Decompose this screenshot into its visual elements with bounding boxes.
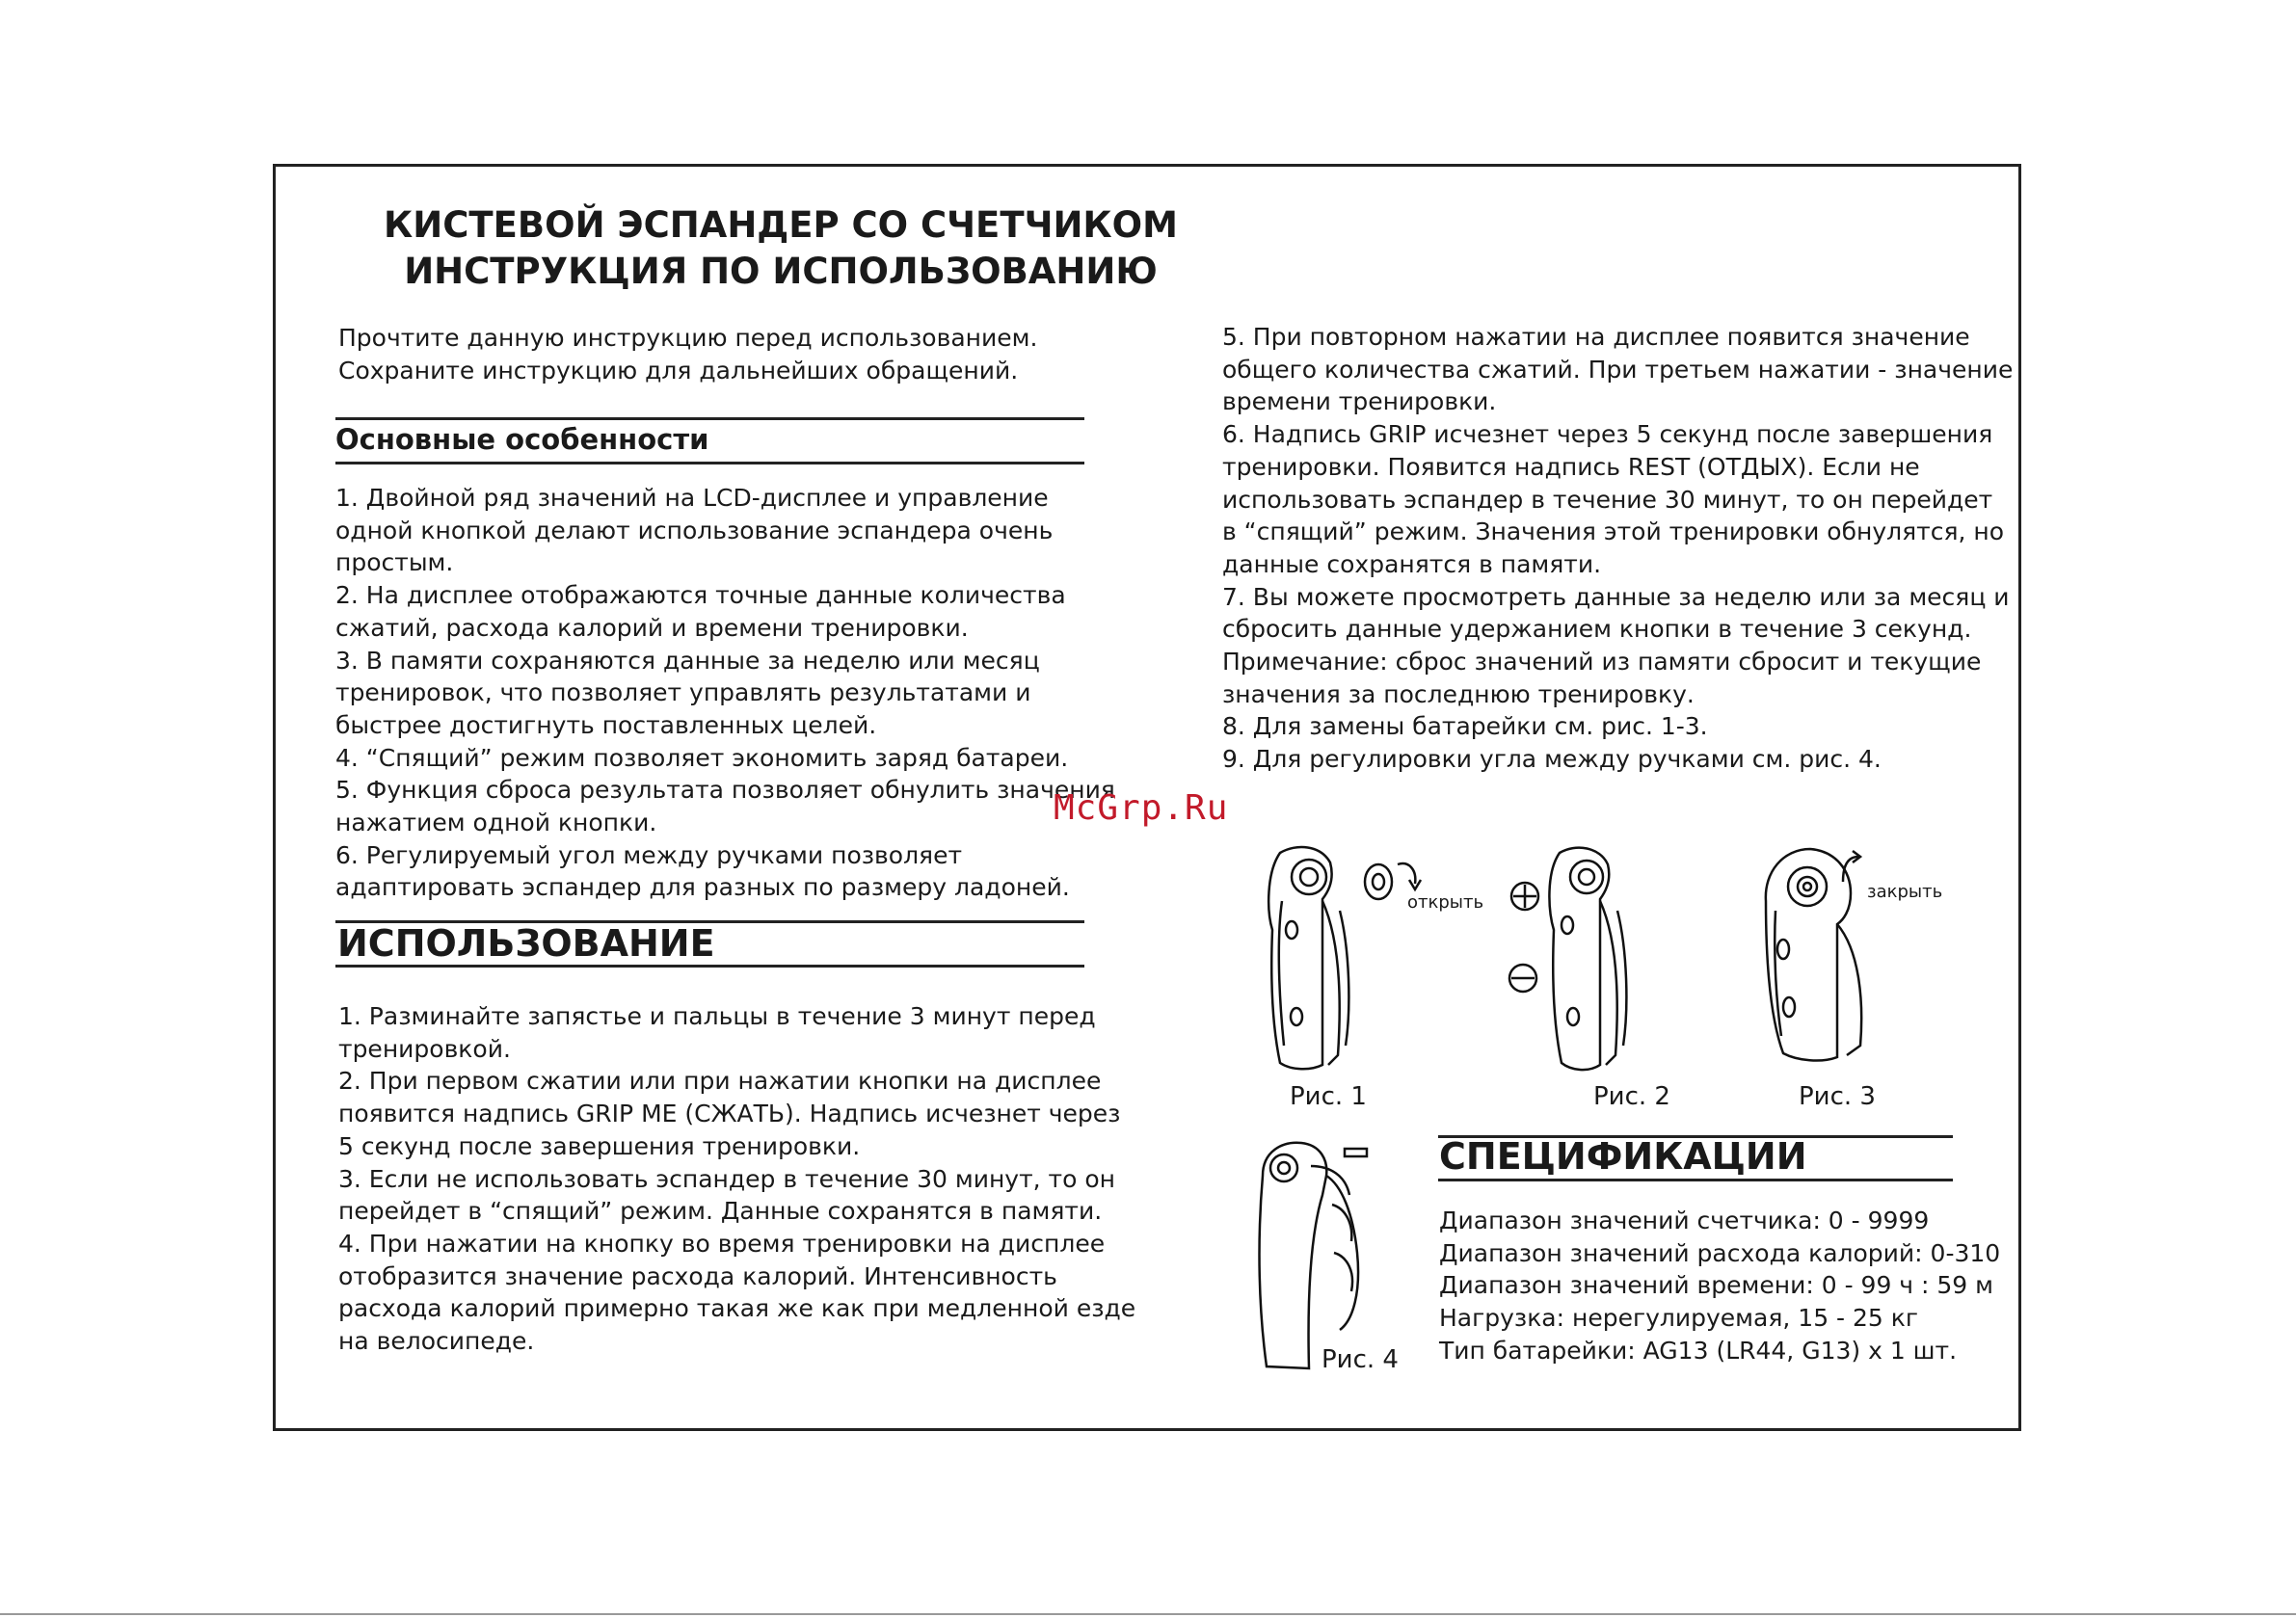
figure-3-caption: Рис. 3: [1799, 1082, 1876, 1111]
figure-1-drawing: [1253, 843, 1504, 1074]
features-rule-bottom: [335, 462, 1084, 464]
features-text: 1. Двойной ряд значений на LCD-дисплее и управление одной кнопкой делают использование эспандера очень простым. 2. На дисплее отображаются точные данные количества сжатий, расхода калорий и времени тренировки. 3. В памяти сохраняются данные за неделю или месяц тренировок, что позволяет управлять результатами и быстрее достигнуть поставленных целей. 4. “Спящий” режим позволяет экономить заряд батареи. 5. Функция сброса результата позволяет обнулить значения нажатием одной кнопки. 6. Регулируемый угол между ручками позволяет адаптировать эспандер для разных по размеру ладоней.: [335, 484, 1115, 902]
figure-2-drawing: [1504, 843, 1668, 1074]
features-rule-top: [335, 417, 1084, 420]
usage-continued-text: 5. При повторном нажатии на дисплее появится значение общего количества сжатий. При третьем нажатии - значение времени тренировки. 6. Надпись GRIP исчезнет через 5 секунд после завершения тренировки. Появится надпись REST (ОТДЫХ). Если не использовать эспандер в течение 30 минут, то он перейдет в “спящий” режим. Значения этой тренировки обнулятся, но данные сохранятся в памяти. 7. Вы можете просмотреть данные за неделю или за месяц и сбросить данные удержанием кнопки в течение 3 секунд. Примечание: сброс значений из памяти сбросит и текущие значения за последнюю тренировку. 8. Для замены батарейки см. рис. 1-3. 9. Для регулировки угла между ручками см. рис. 4.: [1222, 323, 2014, 774]
page-bottom-edge: [0, 1613, 2296, 1615]
intro-text: Прочтите данную инструкцию перед использованием. Сохраните инструкцию для дальнейших обращений.: [338, 324, 1038, 385]
figure-1-caption: Рис. 1: [1290, 1082, 1367, 1111]
figure-1-label: открыть: [1407, 892, 1484, 913]
usage-text: 1. Разминайте запястье и пальцы в течение 3 минут перед тренировкой. 2. При первом сжатии или при нажатии кнопки на дисплее появится надпись GRIP ME (СЖАТЬ). Надпись исчезнет через 5 секунд после завершения тренировки. 3. Если не использовать эспандер в течение 30 минут, то он перейдет в “спящий” режим. Данные сохранятся в памяти. 4. При нажатии на кнопку во время тренировки на дисплее отобразится значение расхода калорий. Интенсивность расхода калорий примерно такая же как при медленной езде на велосипеде.: [338, 1002, 1136, 1356]
watermark: McGrp.Ru: [1054, 788, 1229, 828]
specs-rule-bottom: [1438, 1179, 1953, 1181]
specs-text: Диапазон значений счетчика: 0 - 9999 Диапазон значений расхода калорий: 0-310 Диапазон значений времени: 0 - 99 ч : 59 м Нагрузка: нерегулируемая, 15 - 25 кг Тип батарейки: AG13 (LR44, G13) x 1 шт.: [1439, 1207, 2001, 1365]
usage-heading: ИСПОЛЬЗОВАНИЕ: [337, 922, 715, 965]
title-line-2: ИНСТРУКЦИЯ ПО ИСПОЛЬЗОВАНИЮ: [404, 251, 1158, 292]
title-line-1: КИСТЕВОЙ ЭСПАНДЕР СО СЧЕТЧИКОМ: [384, 204, 1178, 246]
features-heading: Основные особенности: [335, 423, 709, 456]
figure-3-label: закрыть: [1867, 882, 1943, 902]
figure-4-caption: Рис. 4: [1322, 1345, 1399, 1374]
usage-rule-bottom: [335, 965, 1084, 968]
figure-4-drawing: [1253, 1137, 1378, 1378]
figure-2-caption: Рис. 2: [1593, 1082, 1670, 1111]
specs-heading: СПЕЦИФИКАЦИИ: [1439, 1135, 1807, 1178]
